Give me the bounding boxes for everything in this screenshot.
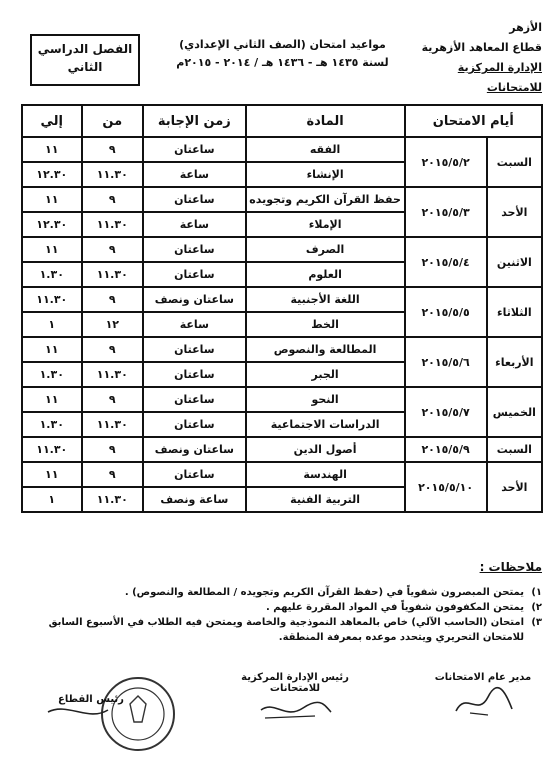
subject-cell: حفظ القرآن الكريم وتجويده	[246, 187, 405, 212]
to-time-cell: ١١.٣٠	[22, 287, 82, 312]
subject-cell: الخط	[246, 312, 405, 337]
table-row	[22, 187, 542, 212]
from-time-cell: ١١.٣٠	[82, 362, 144, 387]
from-time-cell: ٩	[82, 462, 144, 487]
subject-cell: الهندسة	[246, 462, 405, 487]
duration-cell: ساعة ونصف	[143, 487, 246, 512]
note-text: يمتحن المبصرون شفوياً في (حفظ القرآن الكريم وتجويده / المطالعة والنصوص) .	[124, 587, 524, 598]
header-subject: المادة	[246, 105, 405, 137]
to-time-cell: ١٢.٣٠	[22, 162, 82, 187]
exam-day-cell: الأحد	[487, 187, 542, 237]
duration-cell: ساعتان	[143, 262, 246, 287]
subject-cell: العلوم	[246, 262, 405, 287]
duration-cell: ساعة	[143, 212, 246, 237]
exam-date-cell: ٢٠١٥/٥/١٠	[405, 462, 487, 512]
central-head-title: رئيس الإدارة المركزية للامتحانات	[241, 672, 349, 694]
to-time-cell: ١١	[22, 462, 82, 487]
to-time-cell: ١	[22, 487, 82, 512]
signature-central-head	[220, 672, 370, 731]
exam-day-cell: السبت	[487, 137, 542, 187]
org-line-sector: قطاع المعاهد الأزهرية	[421, 41, 542, 54]
exam-day-cell: السبت	[487, 437, 542, 462]
note-number: ١)	[531, 587, 542, 598]
subject-cell: الإنشاء	[246, 162, 405, 187]
duration-cell: ساعة	[143, 162, 246, 187]
from-time-cell: ١١.٣٠	[82, 412, 144, 437]
from-time-cell: ١١.٣٠	[82, 212, 144, 237]
to-time-cell: ١٢.٣٠	[22, 212, 82, 237]
from-time-cell: ٩	[82, 437, 144, 462]
exam-date-cell: ٢٠١٥/٥/٢	[405, 137, 487, 187]
term-line2: الثاني	[67, 60, 103, 74]
schedule-title	[160, 36, 405, 72]
exam-day-cell: الخميس	[487, 387, 542, 437]
duration-cell: ساعتان	[143, 387, 246, 412]
table-row	[22, 387, 542, 412]
duration-cell: ساعتان	[143, 337, 246, 362]
central-head-signature-mark	[255, 694, 335, 728]
exam-date-cell: ٢٠١٥/٥/٣	[405, 187, 487, 237]
from-time-cell: ١٢	[82, 312, 144, 337]
table-row	[22, 462, 542, 487]
to-time-cell: ١١	[22, 387, 82, 412]
duration-cell: ساعتان	[143, 412, 246, 437]
subject-cell: أصول الدين	[246, 437, 405, 462]
from-time-cell: ٩	[82, 237, 144, 262]
subject-cell: اللغة الأجنبية	[246, 287, 405, 312]
header-from: من	[82, 105, 144, 137]
exam-schedule-table	[21, 104, 543, 513]
note-number: ٣)	[531, 617, 542, 628]
sector-head-title: رئيس القطاع	[58, 694, 124, 705]
organization-header	[412, 18, 542, 98]
subject-cell: التربية الفنية	[246, 487, 405, 512]
duration-cell: ساعة	[143, 312, 246, 337]
subject-cell: النحو	[246, 387, 405, 412]
note-item	[17, 585, 542, 600]
to-time-cell: ١	[22, 312, 82, 337]
to-time-cell: ١١	[22, 237, 82, 262]
subject-cell: المطالعة والنصوص	[246, 337, 405, 362]
official-seal	[38, 672, 188, 762]
from-time-cell: ٩	[82, 287, 144, 312]
header-to: إلي	[22, 105, 82, 137]
from-time-cell: ١١.٣٠	[82, 487, 144, 512]
header-duration: زمن الإجابة	[143, 105, 246, 137]
note-item	[17, 600, 542, 615]
exam-date-cell: ٢٠١٥/٥/٦	[405, 337, 487, 387]
from-time-cell: ٩	[82, 387, 144, 412]
from-time-cell: ٩	[82, 337, 144, 362]
from-time-cell: ١١.٣٠	[82, 262, 144, 287]
duration-cell: ساعتان	[143, 462, 246, 487]
duration-cell: ساعتان	[143, 187, 246, 212]
to-time-cell: ١١	[22, 137, 82, 162]
note-item	[17, 615, 542, 645]
subject-cell: الفقه	[246, 137, 405, 162]
org-line-azhar: الأزهر	[509, 21, 542, 34]
to-time-cell: ١١	[22, 337, 82, 362]
subject-cell: الإملاء	[246, 212, 405, 237]
signature-director	[428, 672, 538, 726]
from-time-cell: ١١.٣٠	[82, 162, 144, 187]
to-time-cell: ١.٣٠	[22, 262, 82, 287]
table-body	[22, 137, 542, 512]
to-time-cell: ١١.٣٠	[22, 437, 82, 462]
to-time-cell: ١.٣٠	[22, 412, 82, 437]
table-row	[22, 137, 542, 162]
note-text: يمتحن المكفوفون شفوياً في المواد المقررة عليهم .	[265, 602, 524, 613]
exam-date-cell: ٢٠١٥/٥/٩	[405, 437, 487, 462]
duration-cell: ساعتان ونصف	[143, 437, 246, 462]
notes-title: ملاحظات :	[479, 560, 542, 574]
term-box	[30, 34, 140, 86]
table-row	[22, 337, 542, 362]
to-time-cell: ١١	[22, 187, 82, 212]
director-signature-mark	[448, 683, 518, 723]
note-number: ٢)	[531, 602, 542, 613]
exam-date-cell: ٢٠١٥/٥/٤	[405, 237, 487, 287]
exam-day-cell: الأحد	[487, 462, 542, 512]
to-time-cell: ١.٣٠	[22, 362, 82, 387]
signature-sector-head	[38, 672, 188, 762]
subject-cell: الجبر	[246, 362, 405, 387]
duration-cell: ساعتان	[143, 137, 246, 162]
table-header-row	[22, 105, 542, 137]
duration-cell: ساعتان	[143, 362, 246, 387]
exam-day-cell: الاثنين	[487, 237, 542, 287]
title-line-year: لسنة ١٤٣٥ هـ - ١٤٣٦ هـ / ٢٠١٤ - ٢٠١٥م	[176, 56, 389, 69]
exam-day-cell: الأربعاء	[487, 337, 542, 387]
subject-cell: الصرف	[246, 237, 405, 262]
exam-day-cell: الثلاثاء	[487, 287, 542, 337]
title-line-grade: مواعيد امتحان (الصف الثاني الإعدادي)	[179, 38, 386, 51]
exam-date-cell: ٢٠١٥/٥/٧	[405, 387, 487, 437]
director-title: مدير عام الامتحانات	[434, 672, 532, 683]
note-text: امتحان (الحاسب الآلي) خاص بالمعاهد النموذجية والخاصة ويمتحن فيه الطلاب في الأسبوع السابق للامتحان التحريري ويتحدد موعده بمعرفة المنطقة.	[48, 617, 524, 643]
table-row	[22, 287, 542, 312]
from-time-cell: ٩	[82, 137, 144, 162]
subject-cell: الدراسات الاجتماعية	[246, 412, 405, 437]
duration-cell: ساعتان ونصف	[143, 287, 246, 312]
header-days: أيام الامتحان	[405, 105, 542, 137]
notes-section	[17, 560, 542, 645]
from-time-cell: ٩	[82, 187, 144, 212]
table-row	[22, 237, 542, 262]
exam-date-cell: ٢٠١٥/٥/٥	[405, 287, 487, 337]
duration-cell: ساعتان	[143, 237, 246, 262]
term-line1: الفصل الدراسي	[37, 42, 133, 56]
table-row	[22, 437, 542, 462]
org-line-exams-admin: الإدارة المركزية للامتحانات	[457, 61, 542, 94]
